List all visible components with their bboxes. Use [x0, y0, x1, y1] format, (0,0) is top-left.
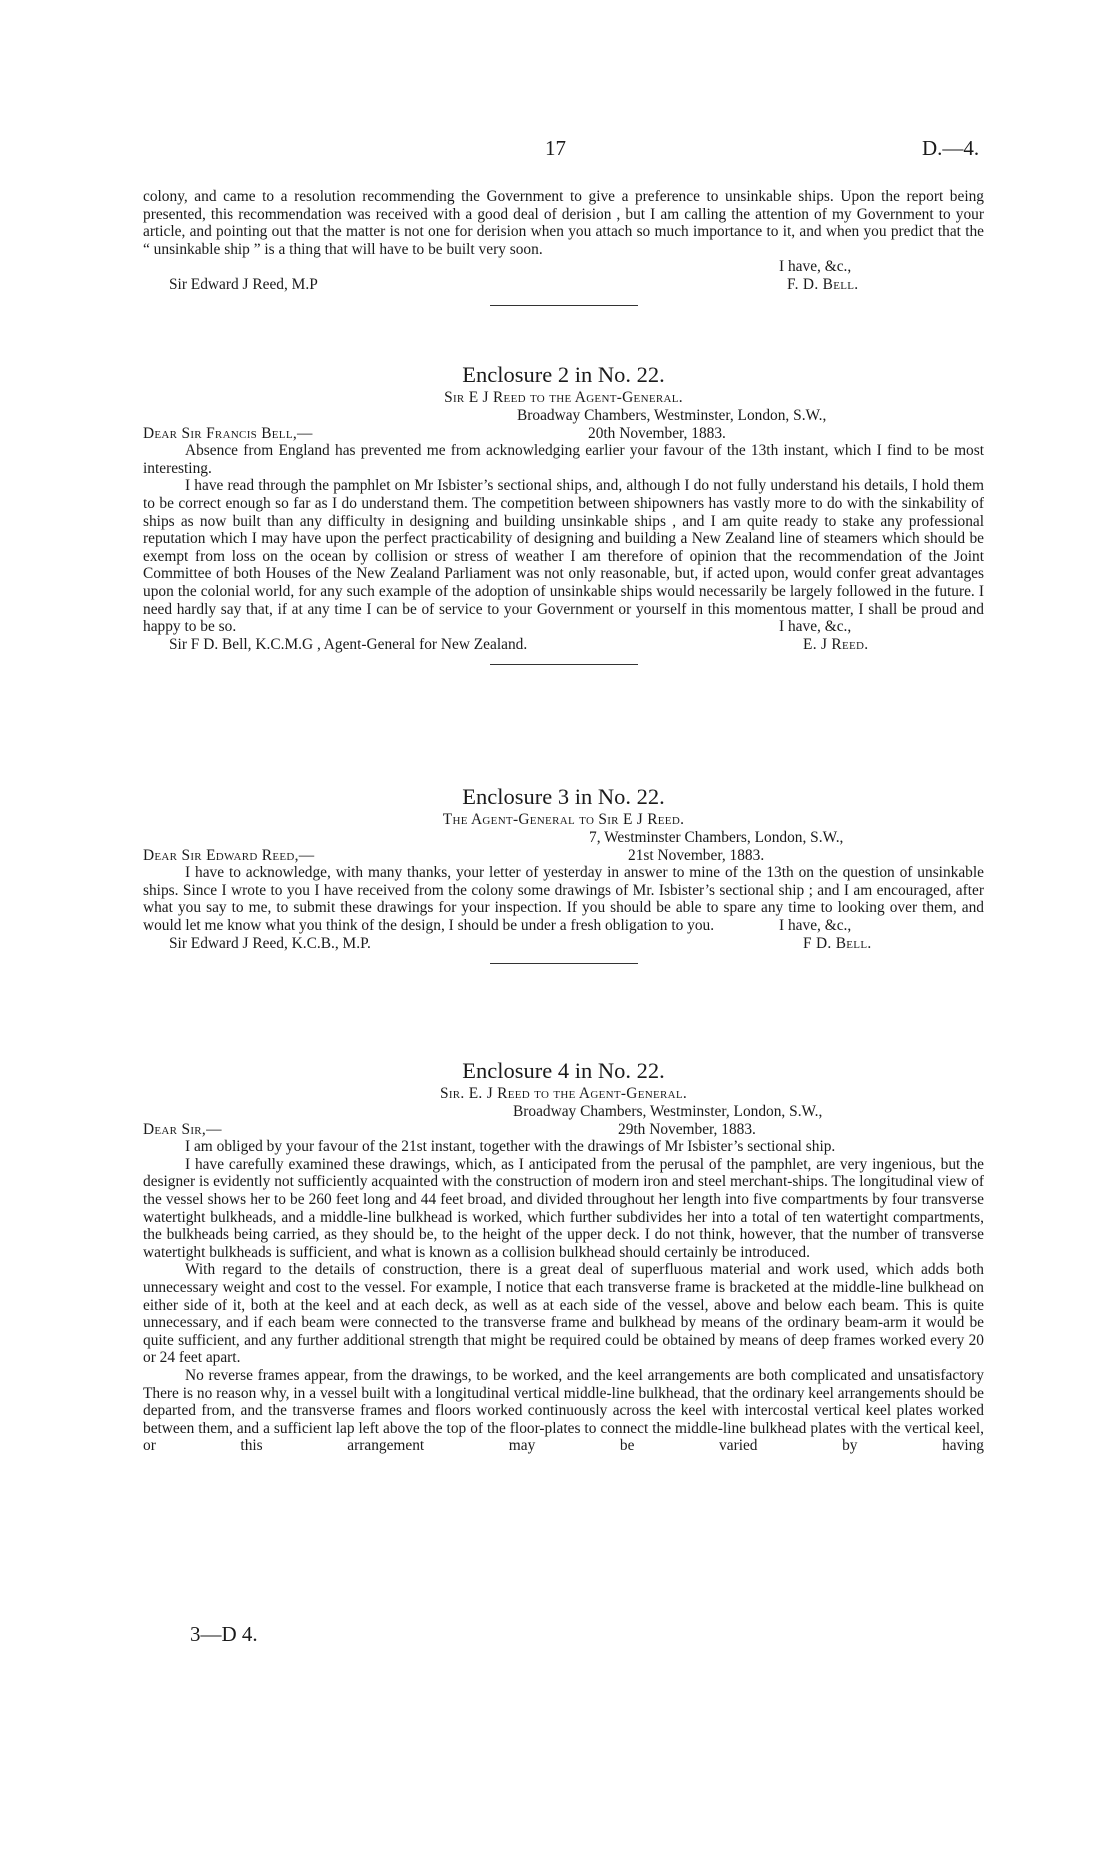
section-divider — [490, 305, 638, 306]
address-row — [143, 1103, 984, 1121]
closing-line: I have, &c., — [779, 916, 852, 934]
signature-row — [143, 935, 984, 953]
signature: E. J Reed. — [803, 635, 869, 653]
closing-line: I have, &c., — [779, 618, 852, 636]
letter-paragraph: I have to acknowledge, with many thanks, your letter of yesterday in answer to mine of the 13th on the question of unsinkable ships. Since I wrote to you I have received from the colony some drawings of Mr. Isbister’s sectional ship ; and I am encouraged, after what you say to me, to submit these drawings for your inspection. If you should be able to spare any time to looking over them, and would let me know what you think of the design, I should be under a fresh obligation to you. — [143, 864, 984, 934]
enclosure-2 — [143, 358, 984, 679]
signature: F D. Bell. — [803, 934, 872, 952]
enclosure-heading: Enclosure 4 in No. 22. — [462, 1058, 665, 1083]
salutation: Dear Sir Francis Bell,— — [143, 424, 313, 442]
salutation: Dear Sir Edward Reed,— — [143, 846, 315, 864]
section-divider — [490, 963, 638, 964]
intro-section — [143, 188, 984, 320]
enclosure-heading: Enclosure 2 in No. 22. — [462, 362, 665, 387]
addressee-line: Sir Edward J Reed, M.P — [169, 275, 318, 293]
page-number: 17 — [545, 136, 566, 160]
intro-closing-row — [143, 258, 984, 276]
letter-address: Broadway Chambers, Westminster, London, S.W., — [513, 1103, 823, 1120]
letter-address: 7, Westminster Chambers, London, S.W., — [589, 829, 844, 846]
enclosure-subheading: The Agent-General to Sir E J Reed. — [442, 811, 685, 828]
salutation-row — [143, 425, 984, 443]
section-divider — [490, 664, 638, 665]
closing-row — [143, 618, 984, 636]
intro-signature-row — [143, 276, 984, 294]
letter-paragraph: I have read through the pamphlet on Mr Isbister’s sectional ships, and, although I do not fully understand his details, I hold them to be correct enough so far as I do understand them. The competition between shipowners has vastly more to do with the sinkability of ships as now built than any difficulty in designing and building unsinkable ships , and I am quite ready to stake any professional reputation which I may have upon the perfect practicability of designing and building a New Zealand line of steamers which should be exempt from loss on the ocean by collision or stress of weather I am therefore of opinion that the recommendation of the Joint Committee of both Houses of the New Zealand Parliament was not only reasonable, but, if acted upon, would confer great advantages upon the colonial world, for any such example of the adoption of unsinkable ships would necessarily be largely followed in the future. I need hardly say that, if at any time I can be of service to your Government or yourself in this momentous matter, I shall be proud and happy to be so. — [143, 477, 984, 636]
salutation: Dear Sir,— — [143, 1120, 222, 1138]
enclosure-subheading: Sir. E. J Reed to the Agent-General. — [439, 1085, 688, 1102]
letter-date: 21st November, 1883. — [628, 846, 765, 864]
letter-paragraph: With regard to the details of construction, there is a great deal of superfluous material and work used, which adds both unnecessary weight and cost to the vessel. For example, I notice that each transverse frame is bracketed at the middle-line bulkhead on either side of it, both at the keel and at each deck, as well as at each side of the vessel, above and below each beam. This is quite unnecessary, and if each beam were connected to the transverse frame and bulkhead by means of the ordinary beam-arm it would be quite sufficient, and any further additional strength that might be required could be obtained by means of deep frames worked every 20 or 24 feet apart. — [143, 1261, 984, 1367]
signature-mark: 3—D 4. — [190, 1622, 258, 1646]
closing-row — [143, 917, 984, 935]
letter-paragraph: No reverse frames appear, from the drawings, to be worked, and the keel arrangements are both complicated and unsatisfactory There is no reason why, in a vessel built with a longitudinal vertical middle-line bulkhead, that the ordinary keel arrangements should be departed from, and the transverse frames and floors worked continuously across the keel with intercostal vertical keel plates worked between them, and a sufficient lap left above the top of the floor-plates to connect the middle-line bulkhead plates with the vertical keel, or this arrangement may be varied by having — [143, 1366, 984, 1455]
signature-row — [143, 636, 984, 654]
addressee-line: Sir F D. Bell, K.C.M.G , Agent-General for New Zealand. — [169, 635, 528, 653]
letter-paragraph: I am obliged by your favour of the 21st instant, together with the drawings of Mr Isbister’s sectional ship. — [185, 1138, 836, 1156]
enclosure-3 — [143, 780, 984, 978]
address-row — [143, 829, 984, 847]
signature: F. D. Bell. — [787, 275, 859, 293]
closing-line: I have, &c., — [779, 258, 852, 276]
enclosure-4 — [143, 1054, 984, 1455]
letter-paragraph: Absence from England has prevented me from acknowledging earlier your favour of the 13th instant, which I find to be most interesting. — [143, 442, 984, 477]
letter-date: 29th November, 1883. — [618, 1120, 756, 1138]
enclosure-subheading: Sir E J Reed to the Agent-General. — [444, 389, 683, 406]
salutation-row — [143, 847, 984, 865]
salutation-row — [143, 1121, 984, 1139]
document-reference: D.—4. — [922, 136, 980, 160]
address-row — [143, 407, 984, 425]
letter-paragraph: I have carefully examined these drawings, which, as I anticipated from the perusal of the pamphlet, are very ingenious, but the designer is evidently not sufficiently acquainted with the construction of modern iron and steel merchant-ships. The longitudinal view of the vessel shows her to be 260 feet long and 44 feet broad, and divided throughout her length into five compartments by four transverse watertight bulkheads, and a middle-line bulkhead is worked, which further subdivides her into a total of ten watertight compartments, the bulkheads being carried, as they should be, to the height of the upper deck. I do not think, however, that the number of transverse watertight bulkheads is sufficient, and what is known as a collision bulkhead should certainly be introduced. — [143, 1155, 985, 1261]
letter-date: 20th November, 1883. — [588, 424, 726, 442]
addressee-line: Sir Edward J Reed, K.C.B., M.P. — [169, 934, 371, 952]
enclosure-heading: Enclosure 3 in No. 22. — [462, 784, 665, 809]
intro-paragraph: colony, and came to a resolution recommending the Government to give a preference to unsinkable ships. Upon the report being presented, this recommendation was received with a good deal of derision , but I am calling the attention of my Government to your article, and pointing out that the matter is not one for derision when you attach so much importance to it, and when you predict that the “ unsinkable ship ” is a thing that will have to be built very soon. — [143, 188, 984, 258]
page-header — [0, 136, 1114, 164]
letter-address: Broadway Chambers, Westminster, London, S.W., — [517, 407, 827, 424]
